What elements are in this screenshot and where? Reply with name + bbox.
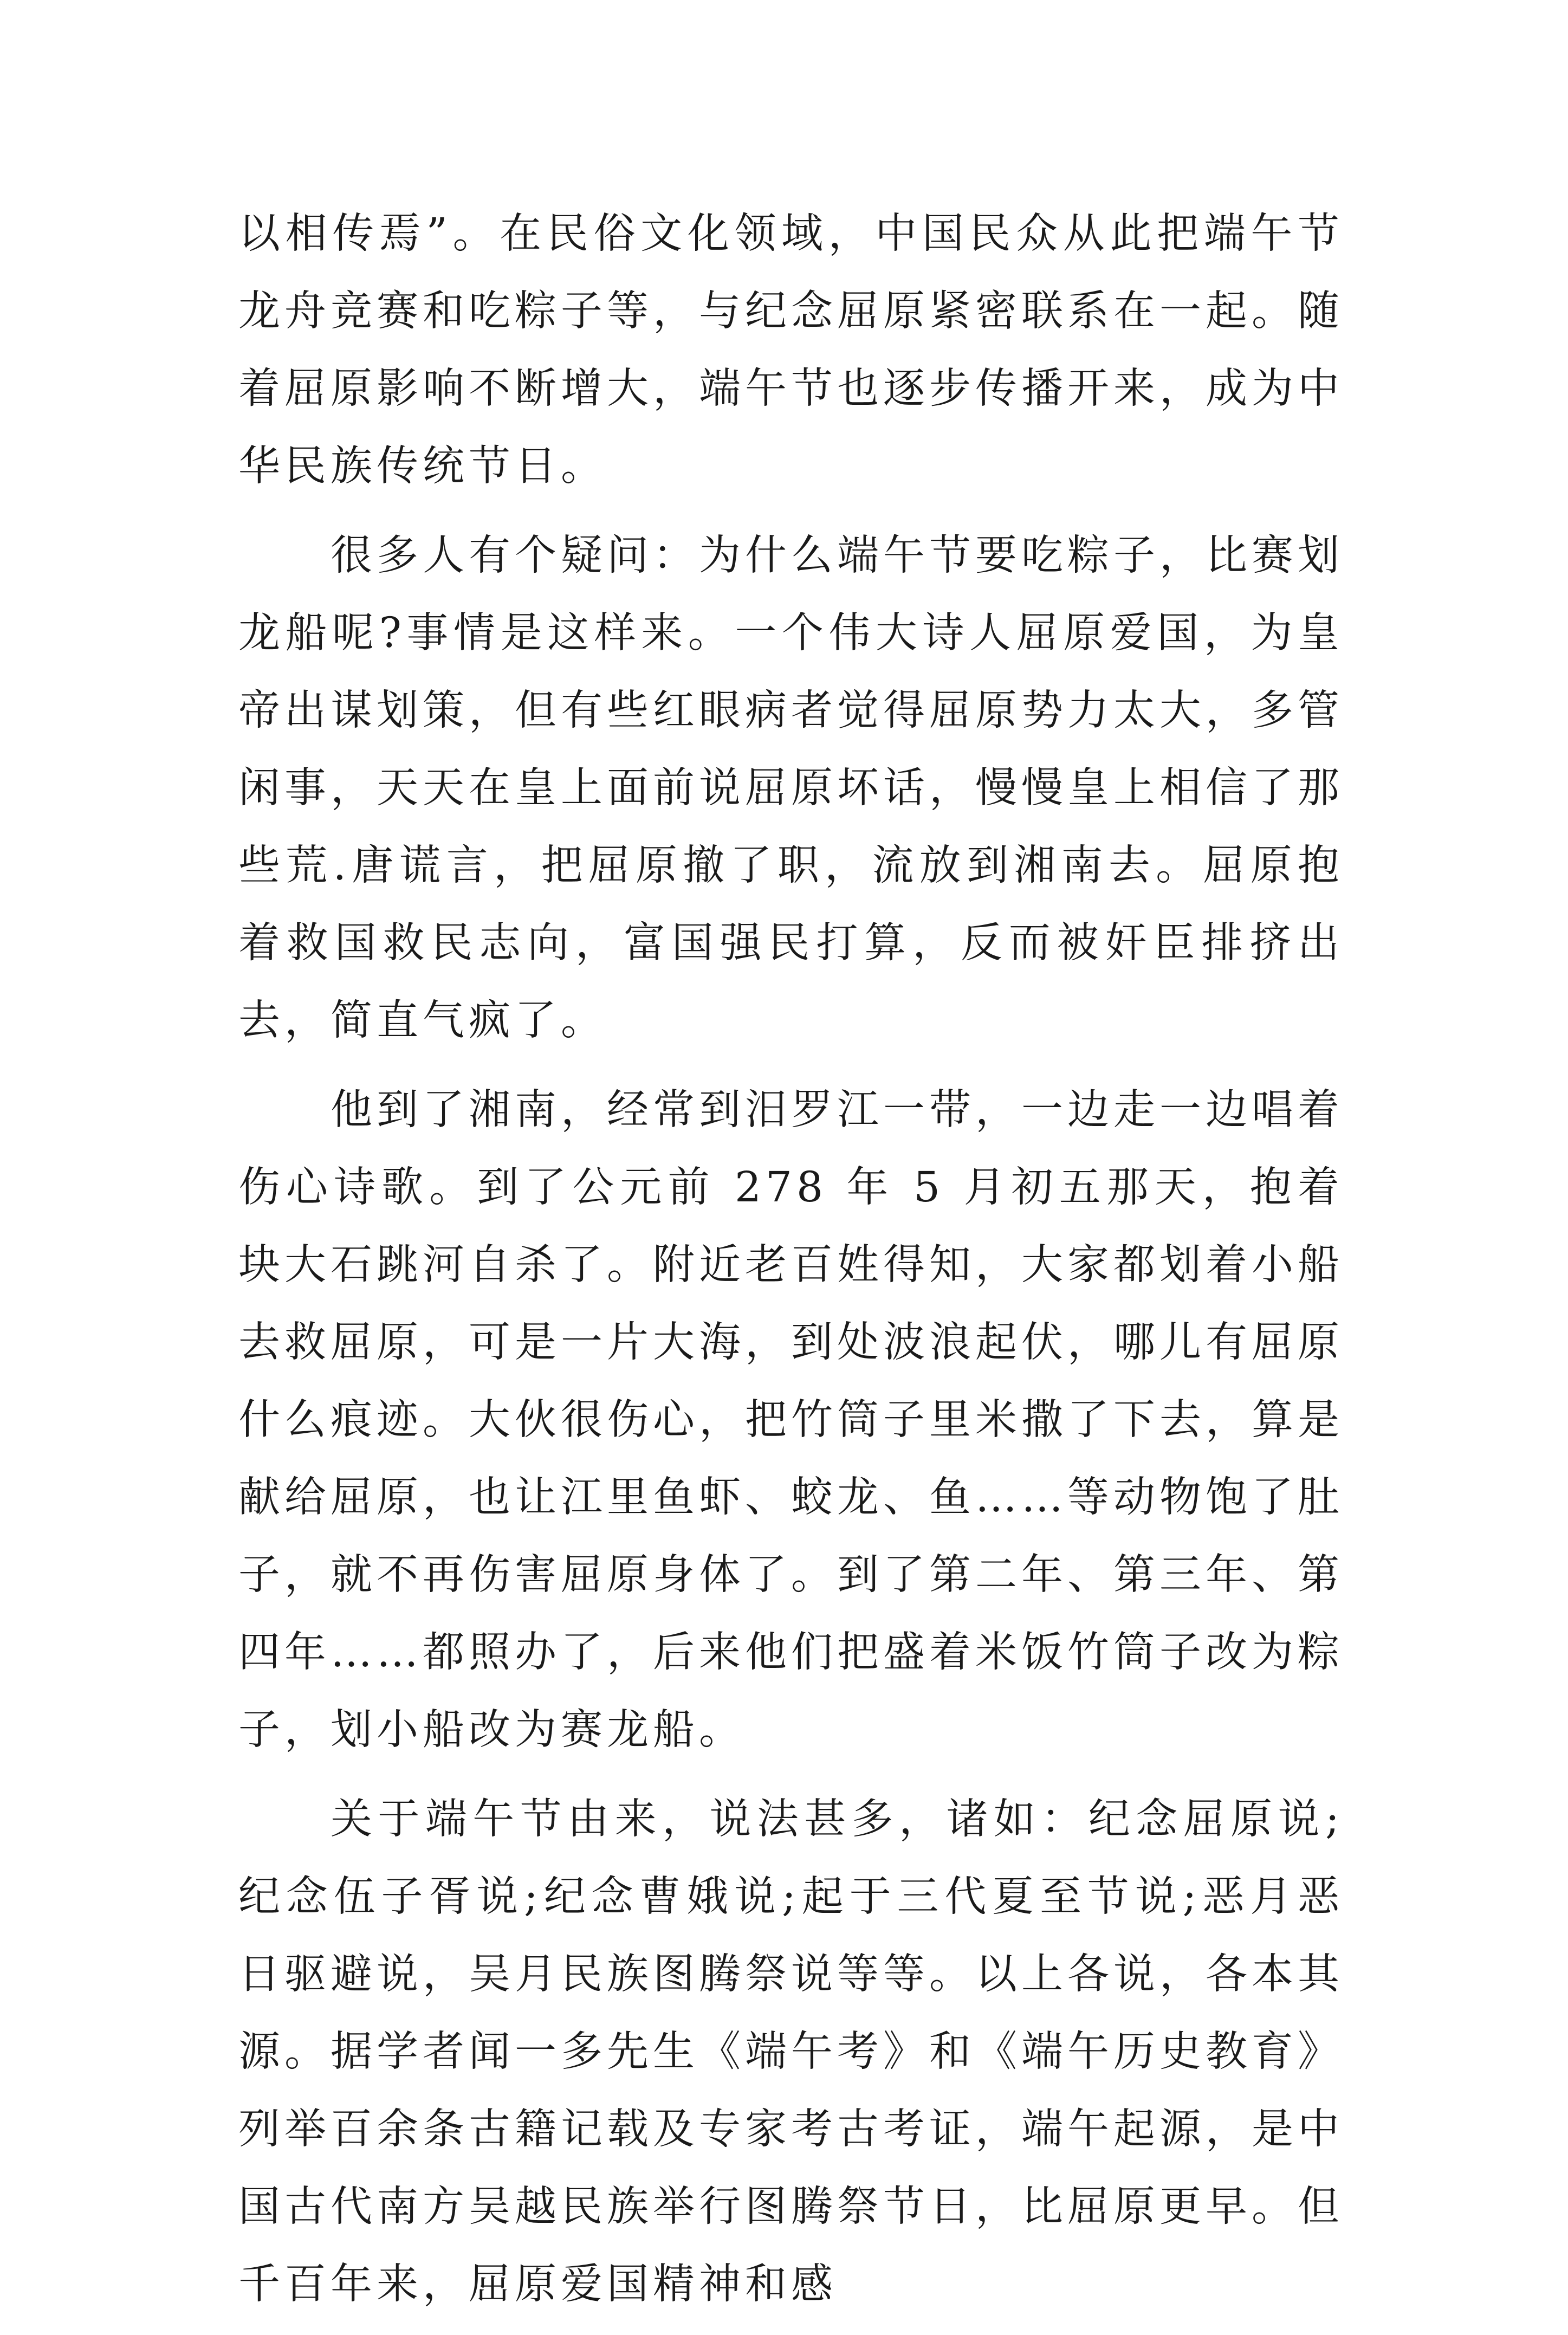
document-body — [238, 195, 1344, 2335]
paragraph-4: 关于端午节由来，说法甚多，诸如：纪念屈原说;纪念伍子胥说;纪念曹娥说;起于三代夏至节说;恶月恶日驱避说，吴月民族图腾祭说等等。以上各说，各本其源。据学者闻一多先生《端午考》和《端午历史教育》列举百余条古籍记载及专家考古考证，端午起源，是中国古代南方吴越民族举行图腾祭节日，比屈原更早。但千百年来，屈原爱国精神和感 — [238, 1795, 1344, 2308]
paragraph-2: 很多人有个疑问：为什么端午节要吃粽子，比赛划龙船呢?事情是这样来。一个伟大诗人屈原爱国，为皇帝出谋划策，但有些红眼病者觉得屈原势力太大，多管闲事，天天在皇上面前说屈原坏话，慢慢皇上相信了那些荒.唐谎言，把屈原撤了职，流放到湘南去。屈原抱着救国救民志向，富国强民打算，反而被奸臣排挤出去，简直气疯了。 — [238, 532, 1344, 1045]
paragraph-3: 他到了湘南，经常到汨罗江一带，一边走一边唱着伤心诗歌。到了公元前 278 年 5 月初五那天，抱着块大石跳河自杀了。附近老百姓得知，大家都划着小船去救屈原，可是一片大海，到处波浪起伏，哪儿有屈原什么痕迹。大伙很伤心，把竹筒子里米撒了下去，算是献给屈原，也让江里鱼虾、蛟龙、鱼……等动物饱了肚子，就不再伤害屈原身体了。到了第二年、第三年、第四年……都照办了，后来他们把盛着米饭竹筒子改为粽子，划小船改为赛龙船。 — [238, 1086, 1344, 1754]
paragraph-1: 以相传焉”。在民俗文化领域，中国民众从此把端午节龙舟竞赛和吃粽子等，与纪念屈原紧密联系在一起。随着屈原影响不断增大，端午节也逐步传播开来，成为中华民族传统节日。 — [238, 210, 1344, 490]
